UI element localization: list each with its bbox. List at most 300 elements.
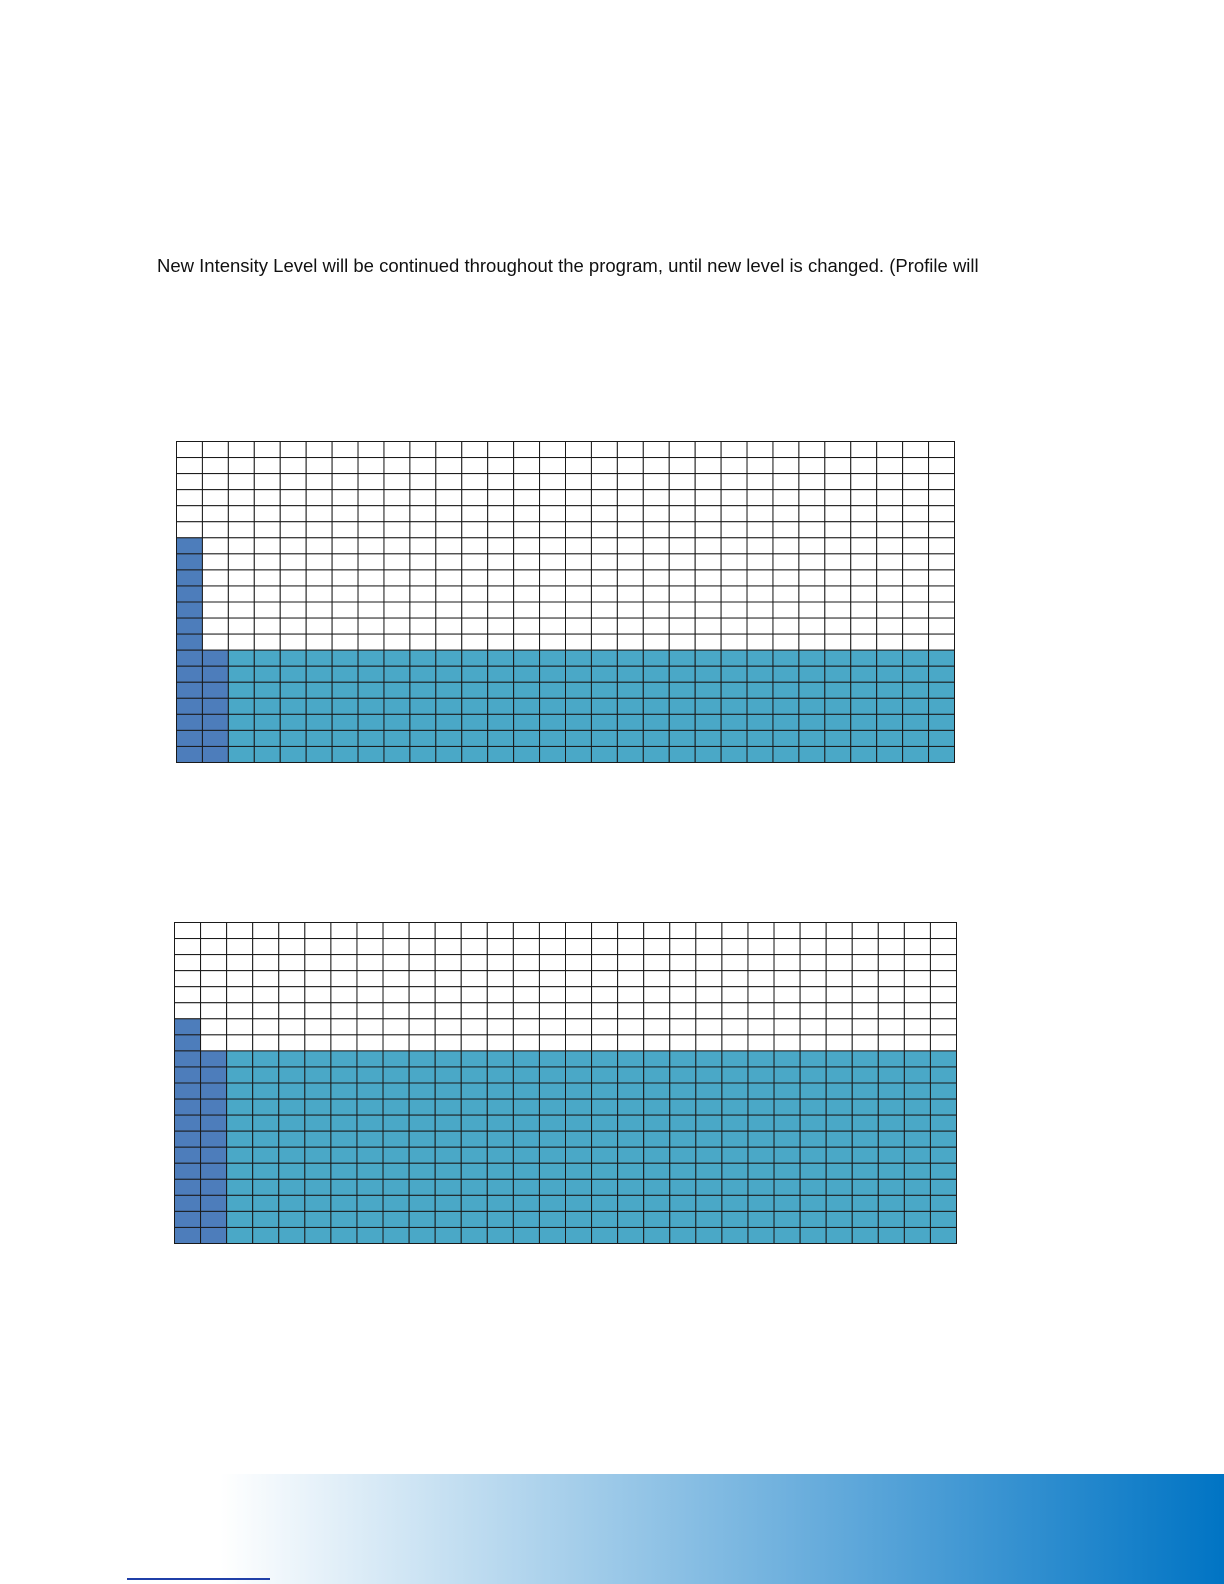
grid-2-cell: [930, 1211, 956, 1227]
grid-1-cell: [384, 554, 410, 570]
grid-2-cell: [253, 1227, 279, 1243]
grid-2-cell: [644, 1035, 670, 1051]
grid-1-cell: [669, 746, 695, 762]
grid-1-cell: [436, 474, 462, 490]
grid-2-cell: [904, 987, 930, 1003]
grid-2-cell: [800, 1163, 826, 1179]
grid-1-cell: [799, 490, 825, 506]
grid-2-cell: [331, 1195, 357, 1211]
grid-2-cell: [227, 1195, 253, 1211]
grid-2-cell: [722, 955, 748, 971]
grid-1-cell: [306, 730, 332, 746]
grid-2-cell: [487, 1163, 513, 1179]
grid-2-cell: [930, 939, 956, 955]
grid-2-cell: [748, 1195, 774, 1211]
grid-1-cell: [177, 458, 203, 474]
grid-2-cell: [696, 1179, 722, 1195]
grid-1-cell: [202, 634, 228, 650]
grid-1-cell: [358, 714, 384, 730]
grid-1-cell: [669, 730, 695, 746]
grid-2-cell: [305, 1003, 331, 1019]
grid-1-cell: [591, 442, 617, 458]
grid-1-cell: [228, 634, 254, 650]
grid-1-cell: [929, 506, 955, 522]
grid-2-cell: [175, 1163, 201, 1179]
grid-1-cell: [643, 602, 669, 618]
grid-2-cell: [175, 1051, 201, 1067]
grid-1-cell: [721, 714, 747, 730]
grid-1-cell: [462, 618, 488, 634]
grid-2-cell: [722, 1083, 748, 1099]
grid-2-cell: [253, 1147, 279, 1163]
grid-1-cell: [514, 458, 540, 474]
grid-2-cell: [826, 1003, 852, 1019]
grid-1-cell: [669, 506, 695, 522]
grid-1-cell: [358, 442, 384, 458]
grid-1-cell: [566, 554, 592, 570]
grid-2-cell: [331, 1179, 357, 1195]
grid-1-cell: [929, 618, 955, 634]
grid-1-cell: [540, 522, 566, 538]
grid-1-cell: [436, 698, 462, 714]
grid-1-cell: [721, 698, 747, 714]
grid-1-cell: [695, 586, 721, 602]
grid-1-cell: [566, 682, 592, 698]
grid-2-cell: [331, 1131, 357, 1147]
grid-1-cell: [410, 634, 436, 650]
grid-1-cell: [228, 458, 254, 474]
grid-2-cell: [800, 955, 826, 971]
grid-2-cell: [513, 1131, 539, 1147]
grid-1-cell: [228, 490, 254, 506]
grid-1-cell: [254, 586, 280, 602]
grid-1-cell: [254, 714, 280, 730]
grid-2-cell: [487, 923, 513, 939]
grid-2-cell: [800, 1019, 826, 1035]
grid-1-cell: [929, 682, 955, 698]
grid-2-cell: [644, 1003, 670, 1019]
grid-1-cell: [799, 570, 825, 586]
grid-2-cell: [696, 1211, 722, 1227]
grid-1-cell: [773, 506, 799, 522]
grid-2-cell: [852, 1179, 878, 1195]
grid-2-cell: [383, 1019, 409, 1035]
grid-1-cell: [799, 666, 825, 682]
grid-2-cell: [201, 971, 227, 987]
grid-1-cell: [410, 490, 436, 506]
grid-2-cell: [201, 1115, 227, 1131]
grid-1-cell: [280, 586, 306, 602]
grid-1-cell: [877, 490, 903, 506]
grid-1-cell: [280, 682, 306, 698]
grid-2-cell: [461, 987, 487, 1003]
grid-2-cell: [930, 1115, 956, 1131]
grid-1-cell: [280, 474, 306, 490]
grid-2-cell: [774, 955, 800, 971]
grid-2-cell: [644, 1195, 670, 1211]
grid-2-cell: [904, 955, 930, 971]
grid-2-cell: [539, 1067, 565, 1083]
grid-2-cell: [305, 1195, 331, 1211]
grid-2-cell: [253, 1131, 279, 1147]
grid-1-cell: [669, 522, 695, 538]
grid-1-cell: [617, 506, 643, 522]
grid-1-cell: [643, 442, 669, 458]
grid-2-cell: [435, 987, 461, 1003]
grid-2-cell: [383, 1163, 409, 1179]
grid-2-cell: [748, 971, 774, 987]
grid-2-cell: [279, 1179, 305, 1195]
grid-1-cell: [436, 682, 462, 698]
grid-2-cell: [592, 1211, 618, 1227]
grid-2-cell: [670, 955, 696, 971]
grid-2-cell: [305, 1099, 331, 1115]
grid-2-cell: [670, 1115, 696, 1131]
grid-1-cell: [462, 730, 488, 746]
grid-2-cell: [618, 923, 644, 939]
grid-2-cell: [227, 1131, 253, 1147]
grid-1-cell: [747, 618, 773, 634]
grid-2-cell: [852, 1195, 878, 1211]
grid-2-cell: [227, 987, 253, 1003]
grid-1-cell: [799, 618, 825, 634]
grid-1-cell: [591, 506, 617, 522]
grid-1-cell: [851, 714, 877, 730]
grid-1-cell: [254, 490, 280, 506]
grid-1-cell: [410, 650, 436, 666]
grid-1-cell: [721, 682, 747, 698]
grid-2-cell: [644, 1227, 670, 1243]
grid-2-cell: [331, 1147, 357, 1163]
grid-2-cell: [748, 1227, 774, 1243]
grid-1-cell: [617, 618, 643, 634]
grid-2-cell: [383, 1051, 409, 1067]
grid-2-cell: [513, 971, 539, 987]
grid-1-cell: [695, 522, 721, 538]
grid-1-cell: [851, 730, 877, 746]
grid-2-cell: [826, 1067, 852, 1083]
grid-1-cell: [540, 634, 566, 650]
grid-2-cell: [644, 1147, 670, 1163]
grid-2-cell: [566, 1083, 592, 1099]
grid-1-cell: [903, 634, 929, 650]
grid-1-cell: [929, 554, 955, 570]
grid-2-cell: [904, 1099, 930, 1115]
grid-1-cell: [591, 714, 617, 730]
grid-1-cell: [877, 602, 903, 618]
grid-1-cell: [280, 650, 306, 666]
grid-1-cell: [695, 730, 721, 746]
grid-2-cell: [487, 1051, 513, 1067]
grid-2-cell: [435, 1115, 461, 1131]
grid-1-cell: [617, 682, 643, 698]
grid-1-cell: [669, 554, 695, 570]
grid-2-cell: [826, 923, 852, 939]
grid-2-cell: [644, 1083, 670, 1099]
grid-1-cell: [929, 634, 955, 650]
grid-1-cell: [877, 442, 903, 458]
grid-1-cell: [643, 490, 669, 506]
grid-2-cell: [461, 1211, 487, 1227]
grid-2-cell: [409, 1115, 435, 1131]
grid-1-cell: [202, 666, 228, 682]
grid-1-cell: [280, 618, 306, 634]
grid-2-cell: [357, 1131, 383, 1147]
grid-1-cell: [747, 602, 773, 618]
grid-2-cell: [670, 1083, 696, 1099]
grid-1-cell: [747, 490, 773, 506]
grid-2-cell: [227, 1083, 253, 1099]
grid-1-cell: [228, 586, 254, 602]
grid-1-cell: [514, 586, 540, 602]
grid-1-cell: [566, 650, 592, 666]
grid-1-cell: [721, 602, 747, 618]
grid-1-cell: [877, 522, 903, 538]
grid-2-cell: [904, 1227, 930, 1243]
grid-1-cell: [929, 490, 955, 506]
grid-1-cell: [669, 618, 695, 634]
grid-1-cell: [332, 458, 358, 474]
grid-1-cell: [566, 474, 592, 490]
grid-1-cell: [332, 698, 358, 714]
grid-2-cell: [774, 1003, 800, 1019]
grid-2-cell: [878, 1179, 904, 1195]
grid-1-cell: [695, 458, 721, 474]
grid-2-cell: [487, 955, 513, 971]
grid-2-cell: [670, 1019, 696, 1035]
grid-1-cell: [306, 586, 332, 602]
grid-2-cell: [357, 1211, 383, 1227]
grid-1-cell: [462, 522, 488, 538]
grid-2-cell: [279, 971, 305, 987]
grid-1-cell: [695, 650, 721, 666]
grid-1-cell: [306, 714, 332, 730]
grid-1-cell: [514, 442, 540, 458]
grid-1-cell: [488, 682, 514, 698]
grid-1-cell: [540, 618, 566, 634]
grid-1-cell: [617, 746, 643, 762]
grid-1-cell: [825, 474, 851, 490]
grid-2-cell: [930, 1051, 956, 1067]
grid-1-cell: [695, 746, 721, 762]
grid-1-cell: [825, 506, 851, 522]
grid-1-cell: [773, 714, 799, 730]
grid-1-cell: [799, 746, 825, 762]
grid-1-cell: [617, 458, 643, 474]
grid-1-cell: [617, 538, 643, 554]
grid-2-cell: [618, 955, 644, 971]
grid-2-cell: [175, 1179, 201, 1195]
grid-2-cell: [852, 1067, 878, 1083]
grid-2-cell: [409, 1179, 435, 1195]
grid-2-cell: [201, 1163, 227, 1179]
grid-1-cell: [566, 458, 592, 474]
grid-1-cell: [851, 634, 877, 650]
grid-2-cell: [670, 939, 696, 955]
grid-2-cell: [409, 1211, 435, 1227]
grid-2-cell: [227, 1099, 253, 1115]
grid-1-cell: [540, 682, 566, 698]
grid-1-cell: [799, 682, 825, 698]
grid-2-cell: [826, 1019, 852, 1035]
grid-2-cell: [383, 1083, 409, 1099]
grid-1-cell: [903, 618, 929, 634]
grid-2-cell: [722, 1035, 748, 1051]
grid-2-cell: [487, 1179, 513, 1195]
grid-2-cell: [904, 939, 930, 955]
grid-2-cell: [618, 1163, 644, 1179]
grid-2-cell: [435, 955, 461, 971]
grid-1-cell: [721, 586, 747, 602]
grid-1-cell: [436, 554, 462, 570]
grid-2-cell: [227, 1179, 253, 1195]
grid-2-cell: [696, 1003, 722, 1019]
grid-2-cell: [227, 971, 253, 987]
grid-1-cell: [228, 698, 254, 714]
grid-2-cell: [435, 939, 461, 955]
grid-1-cell: [540, 714, 566, 730]
grid-2-cell: [592, 1227, 618, 1243]
grid-1-cell: [410, 506, 436, 522]
grid-1-cell: [306, 618, 332, 634]
grid-2-cell: [435, 1131, 461, 1147]
grid-1-cell: [384, 474, 410, 490]
grid-2-cell: [279, 1227, 305, 1243]
grid-1-cell: [228, 554, 254, 570]
grid-2-cell: [227, 1051, 253, 1067]
grid-2-cell: [644, 923, 670, 939]
grid-2-cell: [409, 1195, 435, 1211]
grid-2-cell: [748, 1067, 774, 1083]
grid-1-cell: [306, 746, 332, 762]
grid-1-cell: [462, 698, 488, 714]
grid-1-cell: [306, 650, 332, 666]
grid-1-cell: [332, 570, 358, 586]
grid-1-cell: [228, 506, 254, 522]
grid-2-cell: [722, 1147, 748, 1163]
grid-1-cell: [228, 474, 254, 490]
grid-1-cell: [410, 554, 436, 570]
grid-2-cell: [618, 1179, 644, 1195]
grid-1-cell: [436, 602, 462, 618]
grid-1-cell: [202, 458, 228, 474]
grid-2-cell: [409, 1083, 435, 1099]
grid-2-cell: [826, 1211, 852, 1227]
grid-1-cell: [877, 506, 903, 522]
grid-2-cell: [592, 1131, 618, 1147]
grid-1-cell: [566, 634, 592, 650]
grid-2-cell: [748, 1131, 774, 1147]
grid-1-cell: [540, 490, 566, 506]
grid-1-cell: [384, 698, 410, 714]
grid-1-cell: [384, 650, 410, 666]
grid-2-cell: [774, 971, 800, 987]
grid-2-cell: [409, 1227, 435, 1243]
grid-1-cell: [747, 666, 773, 682]
grid-2-cell: [461, 1115, 487, 1131]
grid-2-cell: [201, 1035, 227, 1051]
grid-2-cell: [566, 1051, 592, 1067]
grid-2-cell: [774, 1067, 800, 1083]
grid-1-cell: [202, 570, 228, 586]
grid-2-cell: [878, 923, 904, 939]
grid-1-cell: [358, 618, 384, 634]
grid-2-cell: [513, 1067, 539, 1083]
grid-1-cell: [488, 730, 514, 746]
grid-1-cell: [462, 506, 488, 522]
grid-2-cell: [930, 1179, 956, 1195]
grid-1-cell: [903, 490, 929, 506]
grid-2-cell: [513, 1035, 539, 1051]
grid-1-cell: [903, 650, 929, 666]
grid-2-cell: [357, 1067, 383, 1083]
grid-2-cell: [930, 1019, 956, 1035]
grid-2-cell: [566, 1035, 592, 1051]
grid-2-cell: [461, 939, 487, 955]
grid-1-cell: [202, 586, 228, 602]
grid-2-cell: [618, 1083, 644, 1099]
grid-2-cell: [748, 1115, 774, 1131]
grid-2-cell: [357, 1163, 383, 1179]
grid-2-cell: [904, 1131, 930, 1147]
grid-1-cell: [695, 538, 721, 554]
grid-1-cell: [177, 618, 203, 634]
grid-2-cell: [435, 1179, 461, 1195]
grid-1-cell: [825, 698, 851, 714]
grid-2-cell: [383, 939, 409, 955]
grid-2-cell: [696, 1227, 722, 1243]
grid-1-cell: [514, 650, 540, 666]
grid-2-cell: [175, 923, 201, 939]
grid-1-cell: [228, 538, 254, 554]
grid-1-cell: [358, 698, 384, 714]
grid-2-cell: [592, 971, 618, 987]
grid-2-cell: [696, 1115, 722, 1131]
grid-2-cell: [696, 1147, 722, 1163]
grid-2-cell: [852, 1099, 878, 1115]
grid-2-cell: [566, 1179, 592, 1195]
grid-2-cell: [201, 1131, 227, 1147]
grid-1-cell: [514, 746, 540, 762]
grid-1-cell: [202, 698, 228, 714]
grid-2-cell: [618, 1227, 644, 1243]
grid-2-cell: [539, 1195, 565, 1211]
grid-2-cell: [435, 1211, 461, 1227]
grid-2-cell: [826, 1035, 852, 1051]
grid-1-cell: [514, 634, 540, 650]
grid-2-cell: [357, 987, 383, 1003]
grid-1-cell: [410, 442, 436, 458]
grid-1-cell: [514, 682, 540, 698]
grid-1-cell: [228, 618, 254, 634]
grid-2-cell: [331, 939, 357, 955]
grid-2-cell: [930, 987, 956, 1003]
grid-1-cell: [721, 666, 747, 682]
grid-2-cell: [175, 987, 201, 1003]
grid-1-cell: [488, 586, 514, 602]
grid-1-cell: [929, 602, 955, 618]
grid-2-cell: [722, 1195, 748, 1211]
grid-2-cell: [201, 955, 227, 971]
grid-2-cell: [201, 1051, 227, 1067]
grid-1-cell: [332, 682, 358, 698]
grid-1-cell: [280, 442, 306, 458]
grid-1-cell: [929, 570, 955, 586]
grid-1-cell: [669, 586, 695, 602]
grid-2-cell: [279, 1099, 305, 1115]
grid-2-cell: [227, 1003, 253, 1019]
grid-2-cell: [748, 1147, 774, 1163]
